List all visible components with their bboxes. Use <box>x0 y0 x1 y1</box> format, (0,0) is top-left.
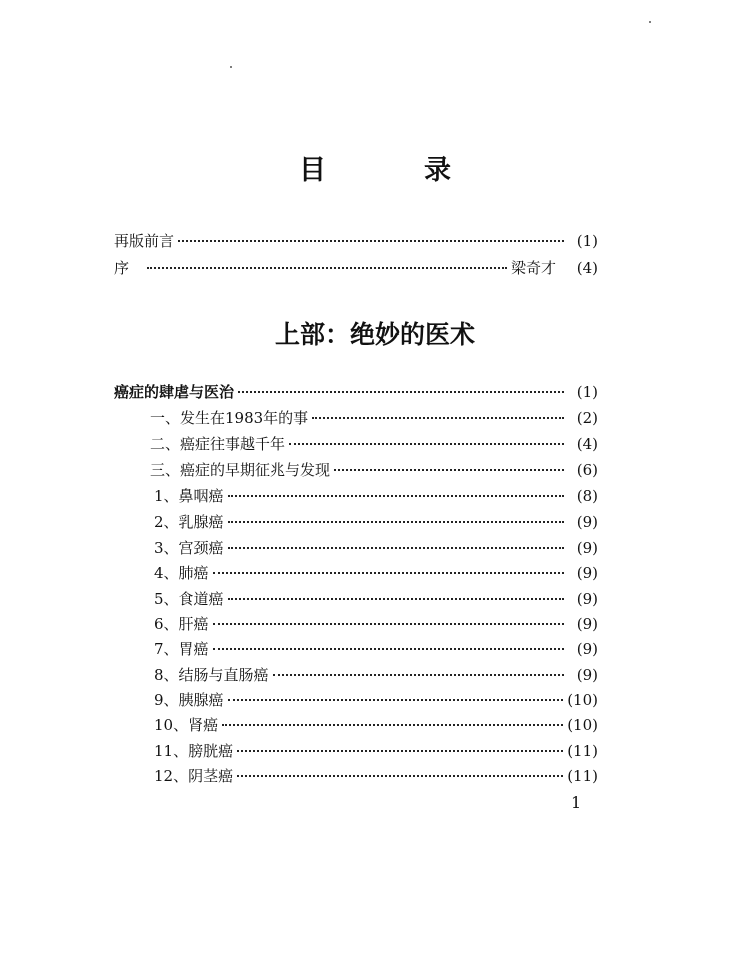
toc-entry-author: 梁奇才 <box>510 259 556 277</box>
toc-entry-page: (1) <box>576 232 598 250</box>
toc-entry-label: 序 <box>114 259 130 277</box>
dot-leader <box>213 647 564 650</box>
dot-leader <box>228 698 564 701</box>
toc-entry-page: (9) <box>576 590 598 608</box>
dot-leader <box>228 494 564 497</box>
toc-entry[interactable] <box>150 459 598 483</box>
dot-leader <box>147 266 507 269</box>
toc-entry-page: (6) <box>576 461 598 479</box>
dot-leader <box>213 571 564 574</box>
toc-entry-page: (4) <box>576 435 598 453</box>
title-char-right: 录 <box>424 155 451 186</box>
toc-entry-label: 8、结肠与直肠癌 <box>154 666 269 684</box>
toc-entry[interactable] <box>154 588 598 612</box>
scan-speck <box>230 66 232 68</box>
toc-entry[interactable] <box>150 407 598 431</box>
dot-leader <box>222 723 563 726</box>
toc-entry-label: 5、食道癌 <box>154 590 224 608</box>
toc-entry-label: 11、膀胱癌 <box>154 742 234 760</box>
scan-speck <box>649 21 651 23</box>
toc-entry-label: 12、阴茎癌 <box>154 767 234 785</box>
toc-entry[interactable] <box>154 485 598 509</box>
toc-entry-label: 4、肺癌 <box>154 564 209 582</box>
page-title <box>0 148 750 187</box>
toc-entry-label: 再版前言 <box>114 232 175 250</box>
toc-entry[interactable] <box>154 689 598 713</box>
toc-entry[interactable] <box>154 740 598 764</box>
dot-leader <box>237 774 563 777</box>
toc-entry-page: (10) <box>567 716 598 734</box>
toc-entry-label: 1、鼻咽癌 <box>154 487 224 505</box>
toc-entry[interactable] <box>154 613 598 637</box>
toc-entry-page: (10) <box>567 691 598 709</box>
page-number: 1 <box>571 793 582 812</box>
toc-entry-page: (9) <box>576 615 598 633</box>
toc-chapter[interactable] <box>114 381 598 405</box>
toc-entry[interactable] <box>154 638 598 662</box>
dot-leader <box>178 239 564 242</box>
toc-entry-page: (2) <box>576 409 598 427</box>
toc-entry-label: 二、癌症往事越千年 <box>150 435 286 453</box>
toc-entry-page: (11) <box>567 742 598 760</box>
toc-entry[interactable] <box>154 511 598 535</box>
toc-chapter-page: (1) <box>576 383 598 401</box>
dot-leader <box>237 749 563 752</box>
toc-chapter-label: 癌症的肆虐与医治 <box>114 383 235 401</box>
toc-entry-page: (9) <box>576 564 598 582</box>
toc-entry-label: 三、癌症的早期征兆与发现 <box>150 461 331 479</box>
dot-leader <box>273 673 564 676</box>
toc-entry-label: 10、肾癌 <box>154 716 219 734</box>
toc-entry-label: 2、乳腺癌 <box>154 513 224 531</box>
toc-entry[interactable] <box>154 714 598 738</box>
title-char-left: 目 <box>299 155 326 186</box>
toc-entry[interactable] <box>154 537 598 561</box>
dot-leader <box>228 546 564 549</box>
toc-entry[interactable] <box>154 562 598 586</box>
toc-entry-label: 9、胰腺癌 <box>154 691 224 709</box>
toc-entry-page: (9) <box>576 513 598 531</box>
dot-leader <box>213 622 564 625</box>
toc-entry[interactable] <box>154 664 598 688</box>
toc-entry-label: 3、宫颈癌 <box>154 539 224 557</box>
toc-entry-foreword[interactable] <box>114 257 598 281</box>
dot-leader <box>312 416 564 419</box>
toc-entry[interactable] <box>154 765 598 789</box>
dot-leader <box>228 597 564 600</box>
dot-leader <box>289 442 564 445</box>
dot-leader <box>228 520 564 523</box>
toc-entry[interactable] <box>150 433 598 457</box>
toc-entry-label: 6、肝癌 <box>154 615 209 633</box>
toc-entry-page: (8) <box>576 487 598 505</box>
toc-entry-label: 一、发生在1983年的事 <box>150 409 309 427</box>
section-heading: 上部：绝妙的医术 <box>274 320 475 349</box>
toc-entry-preface[interactable] <box>114 230 598 254</box>
toc-entry-page: (11) <box>567 767 598 785</box>
dot-leader <box>238 390 564 393</box>
dot-leader <box>334 468 564 471</box>
toc-entry-page: (9) <box>576 640 598 658</box>
toc-entry-page: (9) <box>576 666 598 684</box>
toc-entry-page: (9) <box>576 539 598 557</box>
toc-entry-page: (4) <box>576 259 598 277</box>
toc-entry-label: 7、胃癌 <box>154 640 209 658</box>
